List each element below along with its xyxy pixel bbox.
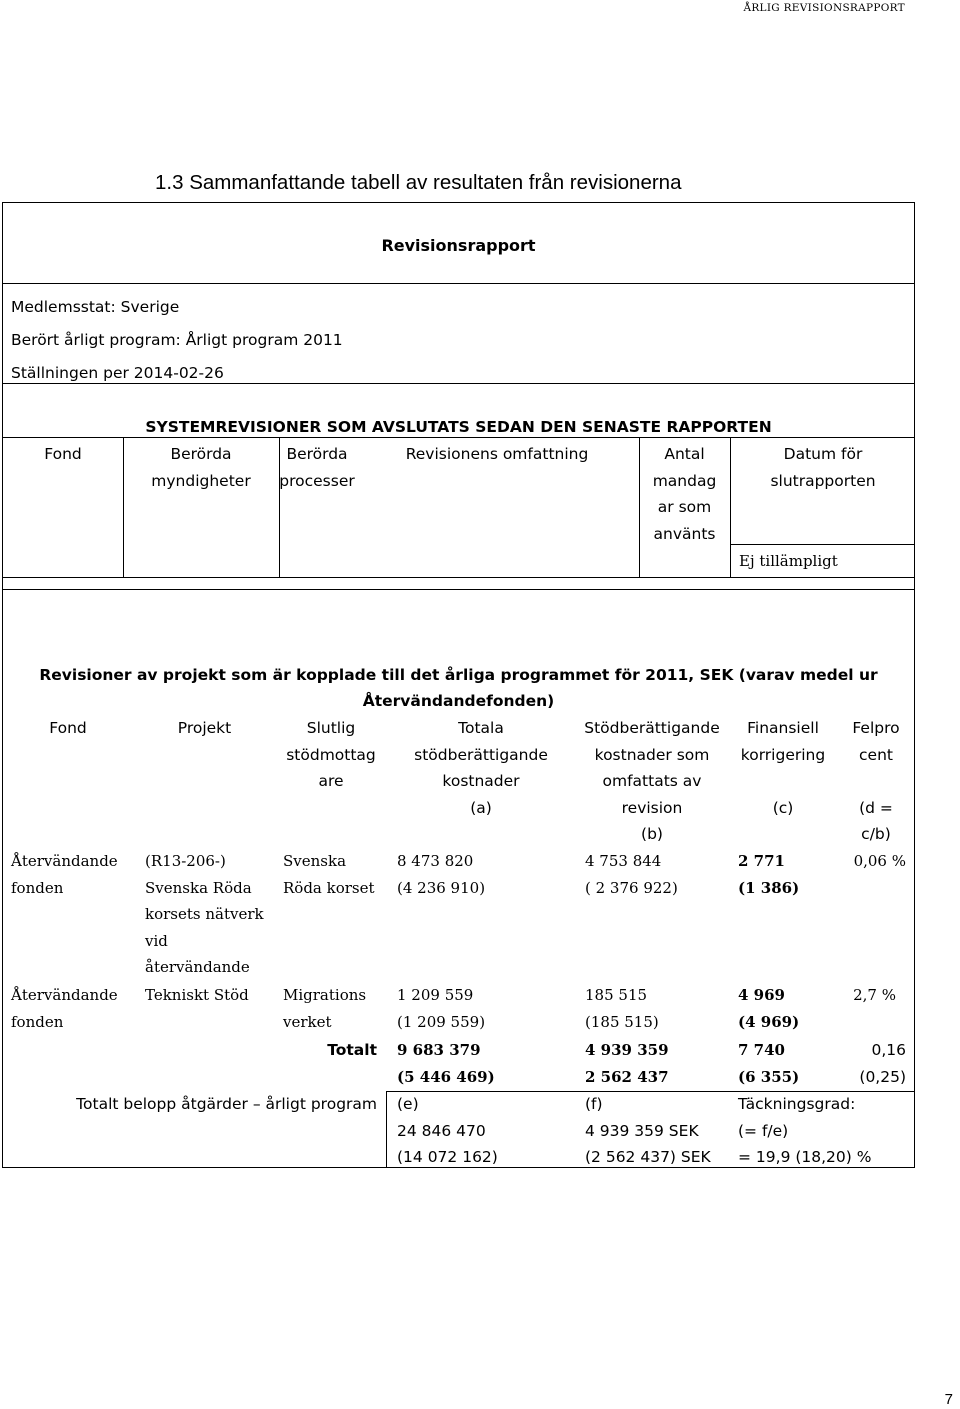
proj-col-correction: Finansiell korrigering (c) bbox=[740, 719, 826, 817]
not-applicable: Ej tillämpligt bbox=[739, 552, 838, 570]
section-title: 1.3 Sammanfattande tabell av resultaten från revisionerna bbox=[155, 171, 682, 194]
table-row-1-audited: 4 753 844 ( 2 376 922) bbox=[585, 852, 678, 897]
totals-total: 9 683 379 (5 446 469) bbox=[397, 1041, 495, 1086]
table-row-1-total: 8 473 820 (4 236 910) bbox=[397, 852, 486, 897]
table-row-1-fond: Återvändande fonden bbox=[11, 852, 118, 897]
row-divider bbox=[3, 577, 914, 578]
totals-error: 0,16 (0,25) bbox=[859, 1041, 906, 1086]
sys-col-date: Datum för slutrapporten bbox=[770, 445, 876, 490]
col-divider bbox=[386, 1091, 387, 1167]
projects-heading-line1: Revisioner av projekt som är kopplade till det årliga programmet för 2011, SEK (varav medel ur bbox=[39, 666, 878, 684]
table-row-2-fond: Återvändande fonden bbox=[11, 986, 118, 1031]
table-row-2-correction: 4 969 (4 969) bbox=[738, 986, 800, 1031]
table-row-2-total: 1 209 559 (1 209 559) bbox=[397, 986, 486, 1031]
table-row-2-error: 2,7 % bbox=[853, 986, 896, 1004]
table-row-2-audited: 185 515 (185 515) bbox=[585, 986, 659, 1031]
table-row-1-error: 0,06 % bbox=[853, 852, 906, 870]
proj-col-total: Totala stödberättigande kostnader (a) bbox=[414, 719, 548, 817]
measures-coverage: Täckningsgrad: (= f/e) = 19,9 (18,20) % bbox=[738, 1095, 872, 1166]
proj-col-fond: Fond bbox=[49, 719, 87, 737]
proj-col-audited: Stödberättigande kostnader som omfattats av revision (b) bbox=[584, 719, 720, 843]
row-divider bbox=[3, 437, 914, 438]
totals-correction: 7 740 (6 355) bbox=[738, 1041, 800, 1086]
totals-label: Totalt bbox=[327, 1041, 377, 1059]
member-state: Medlemsstat: Sverige bbox=[11, 298, 180, 316]
running-header: ÅRLIG REVISIONSRAPPORT bbox=[743, 2, 905, 14]
program-line: Berört årligt program: Årligt program 2011 bbox=[11, 331, 343, 349]
page-number: 7 bbox=[944, 1391, 953, 1408]
proj-col-project: Projekt bbox=[177, 719, 232, 737]
sys-col-authorities: Berörda myndigheter bbox=[151, 445, 251, 490]
sys-col-scope: Revisionens omfattning bbox=[405, 445, 589, 463]
report-title: Revisionsrapport bbox=[381, 236, 536, 255]
totals-audited: 4 939 359 2 562 437 bbox=[585, 1041, 669, 1086]
table-row-1-project: (R13-206-) Svenska Röda korsets nätverk vid återvändande bbox=[145, 852, 264, 976]
measures-label: Totalt belopp åtgärder – årligt program bbox=[76, 1095, 377, 1113]
sys-col-fond: Fond bbox=[44, 445, 82, 463]
row-divider bbox=[730, 544, 914, 545]
sys-col-mandays: Antal mandag ar som använts bbox=[652, 445, 717, 543]
summary-table bbox=[2, 202, 915, 1168]
table-row-2-project: Tekniskt Stöd bbox=[145, 986, 249, 1004]
row-divider bbox=[3, 589, 914, 590]
systems-heading: SYSTEMREVISIONER SOM AVSLUTATS SEDAN DEN SENASTE RAPPORTEN bbox=[145, 418, 772, 436]
proj-col-beneficiary: Slutlig stödmottag are bbox=[286, 719, 376, 790]
proj-col-error: Felpro cent (d = c/b) bbox=[852, 719, 900, 843]
measures-f: (f) 4 939 359 SEK (2 562 437) SEK bbox=[585, 1095, 711, 1166]
table-row-1-correction: 2 771 (1 386) bbox=[738, 852, 800, 897]
table-row-1-beneficiary: Svenska Röda korset bbox=[283, 852, 375, 897]
table-row-2-beneficiary: Migrations verket bbox=[283, 986, 367, 1031]
status-date: Ställningen per 2014-02-26 bbox=[11, 364, 224, 382]
row-divider bbox=[3, 283, 914, 284]
projects-heading-line2: Återvändandefonden) bbox=[362, 692, 555, 710]
measures-e: (e) 24 846 470 (14 072 162) bbox=[397, 1095, 498, 1166]
sys-col-processes: Berörda processer bbox=[279, 445, 355, 490]
row-divider bbox=[3, 383, 914, 384]
